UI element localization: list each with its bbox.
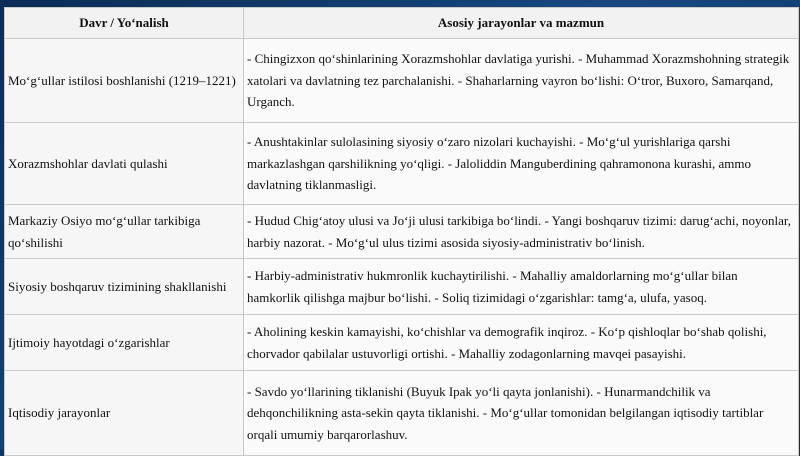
table-row — [5, 39, 799, 123]
period-cell: Ijtimoiy hayotdagi o‘zgarishlar — [5, 315, 244, 371]
content-cell: - Chingizxon qo‘shinlarining Xorazmshohlar davlatiga yurishi. - Muhammad Xorazmshohning strategik xatolari va davlatning tez parchalanishi. - Shaharlarning vayron bo‘lishi: O‘tror, Buxoro, Samarqand, Urganch. — [244, 39, 799, 123]
period-cell: Siyosiy boshqaruv tizimining shakllanishi — [5, 259, 244, 315]
period-cell: Iqtisodiy jarayonlar — [5, 371, 244, 456]
period-cell: Markaziy Osiyo mo‘g‘ullar tarkibiga qo‘shilishi — [5, 205, 244, 259]
content-cell: - Harbiy-administrativ hukmronlik kuchaytirilishi. - Mahalliy amaldorlarning mo‘g‘ullar bilan hamkorlik qilishga majbur bo‘lishi. - Soliq tizimidagi o‘zgarishlar: tamg‘a, ulufa, yasoq. — [244, 259, 799, 315]
period-cell: Mo‘g‘ullar istilosi boshlanishi (1219–1221) — [5, 39, 244, 123]
table-row — [5, 259, 799, 315]
header-period: Davr / Yo‘nalish — [5, 8, 244, 39]
table-row — [5, 123, 799, 205]
content-cell: - Aholining keskin kamayishi, ko‘chishlar va demografik inqiroz. - Ko‘p qishloqlar bo‘shab qolishi, chorvador qabilalar ustuvorligi ortishi. - Mahalliy zodagonlarning mavqei pasayishi. — [244, 315, 799, 371]
table-row — [5, 315, 799, 371]
table-row — [5, 205, 799, 259]
history-table — [4, 7, 799, 456]
header-content: Asosiy jarayonlar va mazmun — [244, 8, 799, 39]
content-cell: - Savdo yo‘llarining tiklanishi (Buyuk Ipak yo‘li qayta jonlanishi). - Hunarmandchilik va dehqonchilikning asta-sekin qayta tiklanishi. - Mo‘g‘ullar tomonidan belgilangan iqtisodiy tartiblar orqali umumiy barqarorlashuv. — [244, 371, 799, 456]
table-header-row — [5, 8, 799, 39]
period-cell: Xorazmshohlar davlati qulashi — [5, 123, 244, 205]
content-cell: - Anushtakinlar sulolasining siyosiy o‘zaro nizolari kuchayishi. - Mo‘g‘ul yurishlariga qarshi markazlashgan qarshilikning yo‘qligi. - Jaloliddin Manguberdining qahramonona kurashi, ammo davlatning tiklanmasligi. — [244, 123, 799, 205]
content-cell: - Hudud Chig‘atoy ulusi va Jo‘ji ulusi tarkibiga bo‘lindi. - Yangi boshqaruv tizimi: darug‘achi, noyonlar, harbiy nazorat. - Mo‘g‘ul ulus tizimi asosida siyosiy-administrativ bo‘linish. — [244, 205, 799, 259]
table-row — [5, 371, 799, 456]
